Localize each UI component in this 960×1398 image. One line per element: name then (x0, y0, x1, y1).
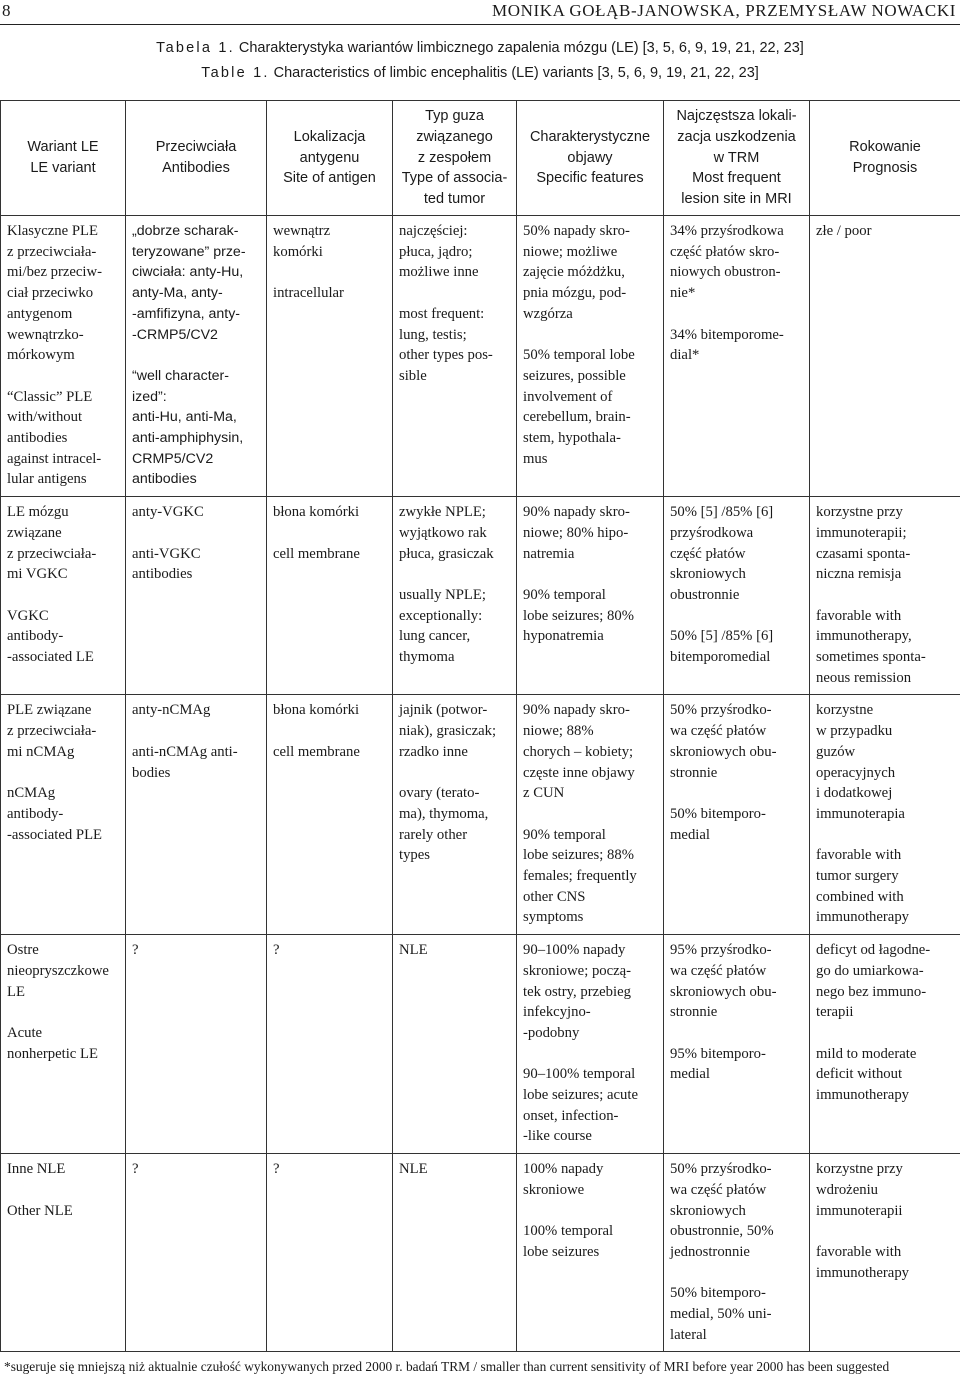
table-label-polish: Tabela 1. (156, 40, 235, 56)
cell-prognosis (810, 1154, 960, 1352)
cell-prognosis (810, 935, 960, 1154)
running-head: MONIKA GOŁĄB-JANOWSKA, PRZEMYSŁAW NOWACKI (492, 1, 956, 20)
cell-specific-features (517, 1154, 664, 1352)
cell-text-english: 50% temporal lobe seizures, possible involvement of cerebellum, brain- stem, hypothala- mus (523, 347, 635, 467)
cell-text-polish: Ostre nieopryszczkowe LE (7, 942, 109, 1000)
cell-variant (1, 1154, 126, 1352)
cell-mri-lesion-site (664, 1154, 810, 1352)
header-antigen-site (267, 101, 393, 216)
cell-text-polish: 34% przyśrodkowa część płatów skro- niowych obustron- nie* (670, 223, 784, 302)
cell-text-polish: korzystne przy immunoterapii; czasami sponta- niczna remisja (816, 504, 911, 583)
header-mri-lesion-site-text: Najczęstsza lokali- zacja uszkodzenia w TRM Most frequent lesion site in MRI (676, 108, 797, 208)
cell-text-english: mild to moderate deficit without immunotherapy (816, 1045, 917, 1104)
cell-mri-lesion-site (664, 216, 810, 497)
cell-text-polish: „dobrze scharak- teryzowane” prze- ciwciała: anty-Hu, anty-Ma, anty- -amfifizyna, anty- -CRMP5/CV2 (132, 223, 246, 343)
cell-text-polish: 50% przyśrodko- wa część płatów skroniowych obu- stronnie (670, 702, 777, 781)
cell-text-english: intracellular (273, 285, 344, 302)
cell-text-polish: Inne NLE (7, 1161, 66, 1178)
cell-text-english: 90–100% temporal lobe seizures; acute onset, infection- -like course (523, 1066, 638, 1145)
le-variants-table (0, 100, 960, 1352)
page-header (0, 0, 960, 24)
cell-text-english: 50% [5] /85% [6] bitemporomedial (670, 628, 774, 666)
cell-text-polish: korzystne w przypadku guzów operacyjnych i dodatkowej immunoterapia (816, 702, 905, 822)
cell-tumor-type (393, 216, 517, 497)
cell-specific-features (517, 216, 664, 497)
cell-text-polish: ? (273, 1161, 280, 1178)
cell-text-polish: LE mózgu związane z przeciwciała- mi VGKC (7, 504, 97, 583)
table-footnote: *sugeruje się mniejszą niż aktualnie czułość wykonywanych przed 2000 r. badań TRM / smaller than current sensitivity of MRI before year 2000 has been suggested (4, 1359, 890, 1374)
cell-text-english: ovary (terato- ma), thymoma, rarely other types (399, 785, 489, 864)
header-prognosis (810, 101, 960, 216)
cell-text-polish: NLE (399, 1161, 428, 1178)
cell-text-polish: wewnątrz komórki (273, 223, 331, 260)
cell-text-english: most frequent: lung, testis; other types pos- sible (399, 305, 493, 384)
cell-tumor-type (393, 497, 517, 695)
table-row (1, 935, 960, 1154)
header-tumor-type-text: Typ guza związanego z zespołem Type of associa- ted tumor (401, 108, 508, 208)
cell-text-english: 95% bitemporo- medial (670, 1045, 766, 1083)
cell-mri-lesion-site (664, 935, 810, 1154)
cell-text-english: usually NPLE; exceptionally: lung cancer, thymoma (399, 586, 486, 666)
cell-text-polish: PLE związane z przeciwciała- mi nCMAg (7, 702, 97, 760)
cell-text-polish: 50% [5] /85% [6] przyśrodkowa część płatów skroniowych obustronnie (670, 504, 774, 603)
cell-specific-features (517, 497, 664, 695)
cell-antibodies (126, 935, 267, 1154)
cell-prognosis (810, 695, 960, 935)
cell-antigen-site (267, 1154, 393, 1352)
cell-text-english: favorable with immunotherapy, sometimes sponta- neous remission (816, 607, 926, 686)
cell-text-english: 90% temporal lobe seizures; 88% females; frequently other CNS symptoms (523, 826, 637, 926)
cell-text-english: Other NLE (7, 1202, 73, 1219)
header-specific-features (517, 101, 664, 216)
header-specific-features-text: Charakterystyczne objawy Specific features (529, 128, 651, 187)
cell-text-english: anti-VGKC antibodies (132, 545, 201, 583)
table-title-polish: Charakterystyka wariantów limbicznego zapalenia mózgu (LE) [3, 5, 6, 9, 19, 21, 22, 23] (238, 40, 804, 56)
cell-text-english: anti-nCMAg anti- bodies (132, 743, 238, 781)
cell-antibodies (126, 695, 267, 935)
table-caption-polish (0, 40, 960, 56)
cell-specific-features (517, 695, 664, 935)
cell-mri-lesion-site (664, 695, 810, 935)
cell-antigen-site (267, 935, 393, 1154)
cell-prognosis (810, 216, 960, 497)
header-prognosis-text: Rokowanie Prognosis (849, 139, 921, 176)
cell-text-polish: Klasyczne PLE z przeciwciała- mi/bez przeciw- ciał przeciwko antygenom wewnątrzko- mórkowym (7, 223, 103, 364)
header-antibodies-text: Przeciwciała Antibodies (155, 139, 237, 176)
cell-antibodies (126, 1154, 267, 1352)
cell-text-english: 34% bitemporome- dial* (670, 326, 784, 364)
cell-variant (1, 497, 126, 695)
cell-text-polish: deficyt od łagodne- go do umiarkowa- nego bez immuno- terapii (816, 942, 931, 1021)
cell-text-polish: najczęściej: płuca, jądro; możliwe inne (399, 223, 479, 281)
cell-text-english: Acute nonherpetic LE (7, 1024, 98, 1062)
cell-text-polish: 50% napady skro- niowe; możliwe zajęcie móżdżku, pnia mózgu, pod- wzgórza (523, 223, 630, 322)
cell-antibodies (126, 216, 267, 497)
table-label-english: Table 1. (201, 65, 270, 81)
cell-tumor-type (393, 935, 517, 1154)
header-variant (1, 101, 126, 216)
cell-antigen-site (267, 497, 393, 695)
cell-text-polish: korzystne przy wdrożeniu immunoterapii (816, 1161, 903, 1219)
table-header-row (1, 101, 960, 216)
cell-variant (1, 935, 126, 1154)
cell-text-english: 50% bitemporo- medial (670, 805, 766, 843)
cell-variant (1, 216, 126, 497)
cell-variant (1, 695, 126, 935)
cell-prognosis (810, 497, 960, 695)
cell-text-polish: anty-VGKC (132, 504, 204, 521)
cell-text-english: nCMAg antibody- -associated PLE (7, 785, 103, 843)
cell-text-polish: 90% napady skro- niowe; 80% hipo- natremia (523, 504, 630, 562)
cell-text-english: cell membrane (273, 743, 360, 760)
cell-text-english: 100% temporal lobe seizures (523, 1223, 614, 1260)
cell-text-english: “well character- ized”: anti-Hu, anti-Ma, anti-amphiphysin, CRMP5/CV2 antibodies (132, 367, 244, 488)
table-title-english: Characteristics of limbic encephalitis (LE) variants [3, 5, 6, 9, 19, 21, 22, 23] (273, 65, 759, 81)
cell-text-polish: zwykłe NPLE; wyjątkowo rak płuca, grasiczak (399, 504, 494, 562)
cell-text-polish: błona komórki (273, 702, 360, 719)
cell-text-english: 90% temporal lobe seizures; 80% hyponatremia (523, 586, 634, 645)
page-number: 8 (2, 1, 11, 20)
header-variant-text: Wariant LE LE variant (27, 139, 99, 176)
cell-text-polish: 100% napady skroniowe (523, 1161, 604, 1198)
cell-text-polish: błona komórki (273, 504, 360, 521)
header-tumor-type (393, 101, 517, 216)
cell-text-polish: 90–100% napady skroniowe; począ- tek ostry, przebieg infekcyjno- -podobny (523, 942, 632, 1041)
header-antigen-site-text: Lokalizacja antygenu Site of antigen (283, 128, 376, 187)
cell-text-polish: anty-nCMAg (132, 702, 211, 719)
cell-antigen-site (267, 695, 393, 935)
cell-text-english: 50% bitemporo- medial, 50% uni- lateral (670, 1285, 772, 1343)
cell-text-english: favorable with tumor surgery combined with immunotherapy (816, 847, 910, 926)
table-row (1, 1154, 960, 1352)
cell-text-english: VGKC antibody- -associated LE (7, 607, 94, 666)
cell-text-polish: ? (132, 942, 139, 959)
cell-text-polish: 90% napady skro- niowe; 88% chorych – kobiety; częste inne objawy z CUN (523, 702, 635, 802)
cell-text-polish: NLE (399, 942, 428, 959)
header-antibodies (126, 101, 267, 216)
cell-specific-features (517, 935, 664, 1154)
cell-text-polish: ? (273, 942, 280, 959)
cell-antibodies (126, 497, 267, 695)
table-row (1, 695, 960, 935)
cell-text-polish: 50% przyśrodko- wa część płatów skroniowych obustronnie, 50% jednostronnie (670, 1161, 774, 1260)
cell-text-polish: ? (132, 1161, 139, 1178)
cell-tumor-type (393, 695, 517, 935)
table-caption-english (0, 65, 960, 81)
cell-text-polish: jajnik (potwor- niak), grasiczak; rzadko inne (399, 702, 497, 760)
cell-text-polish: złe / poor (816, 223, 872, 239)
header-rule (0, 24, 960, 25)
cell-antigen-site (267, 216, 393, 497)
cell-text-polish: 95% przyśrodko- wa część płatów skroniowych obu- stronnie (670, 942, 777, 1021)
cell-text-english: cell membrane (273, 545, 360, 562)
cell-mri-lesion-site (664, 497, 810, 695)
header-mri-lesion-site (664, 101, 810, 216)
table-row (1, 497, 960, 695)
cell-text-english: favorable with immunotherapy (816, 1243, 910, 1281)
cell-text-english: “Classic” PLE with/without antibodies against intracel- lular antigens (7, 388, 102, 488)
cell-tumor-type (393, 1154, 517, 1352)
table-row (1, 216, 960, 497)
